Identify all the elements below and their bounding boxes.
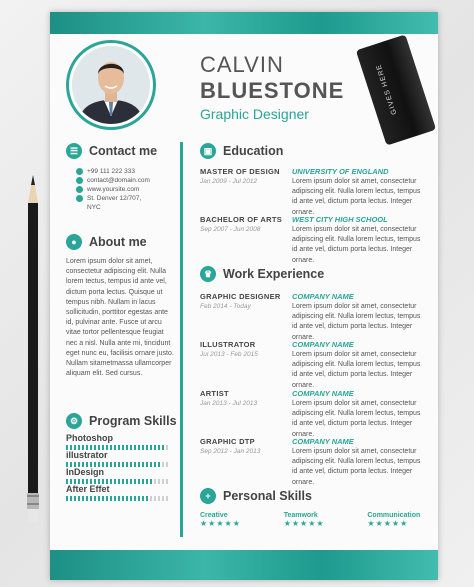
profile-photo <box>66 40 156 130</box>
work-entry-left <box>200 340 290 358</box>
person-icon: ● <box>66 234 82 250</box>
about-title: About me <box>89 235 147 249</box>
education-entry-right <box>292 167 424 218</box>
gears-icon: ⚙ <box>66 413 82 429</box>
personal-skill-name: Creative <box>200 512 228 519</box>
skill-name: After Effet <box>66 484 110 494</box>
person-avatar-icon <box>72 46 150 124</box>
column-divider <box>180 142 183 537</box>
personal-skill-item <box>200 512 254 528</box>
education-entry-left <box>200 215 290 233</box>
personal-skill-item <box>284 512 338 528</box>
globe-icon <box>76 186 83 193</box>
contact-section-header <box>66 143 157 159</box>
contact-list <box>76 167 150 212</box>
last-name: BLUESTONE <box>200 78 345 103</box>
mail-icon <box>76 177 83 184</box>
about-text: Lorem ipsum dolor sit amet, consectetur adipiscing elit. Nulla lorem tectus, tempus id ante vel, dictum porta lectus. Quisque ut tempus nibh. Nullam in lacus sollicitudin, porttitor egestas ante id, pulvinar ante. Fusce ut arcu vitae tortor pellentesque feugiat nec a nisl. Nulla ante mi, tincidunt eget nunc eu, facilisis ornare justo. Nullam sitametmassa ullamcorper aliquam elit. Sed cursus. <box>66 258 174 378</box>
trophy-icon: ♛ <box>200 266 216 282</box>
job-title: ILLUSTRATOR <box>200 340 256 349</box>
work-entry-left <box>200 389 290 407</box>
job-desc: Lorem ipsum dolor sit amet, consectetur adipiscing elit. Nulla lorem lectus, tempus id ante vel, dictum porta lectus. Integer ornare. <box>292 303 421 341</box>
program-skills-list <box>66 433 174 501</box>
plus-icon: + <box>200 488 216 504</box>
company-name: COMPANY NAME <box>292 292 354 301</box>
personal-skills-list <box>200 512 430 528</box>
star-rating-icon: ★★★★★ <box>367 519 409 528</box>
degree-date: Jan 2009 - Jul 2012 <box>200 178 258 185</box>
contact-address: St. Denver 12/707, <box>76 194 150 203</box>
company-name: COMPANY NAME <box>292 437 354 446</box>
work-entry-right <box>292 389 424 440</box>
work-entry-right <box>292 340 424 391</box>
skill-name: illustrator <box>66 450 108 460</box>
contact-city: NYC <box>87 204 101 211</box>
pencil-image <box>27 175 39 525</box>
job-title: GRAPHIC DESIGNER <box>200 292 281 301</box>
work-entry-right <box>292 292 424 343</box>
work-entry-left <box>200 292 290 310</box>
star-rating-icon: ★★★★★ <box>283 519 325 528</box>
work-entry-left <box>200 437 290 455</box>
personal-skills-header <box>200 488 312 504</box>
bottom-accent-band <box>50 550 438 580</box>
skill-name: Photoshop <box>66 433 113 443</box>
education-section-header <box>200 143 283 159</box>
personal-skills-title: Personal Skills <box>223 489 312 503</box>
work-section-header <box>200 266 324 282</box>
education-desc: Lorem ipsum dolor sit amet, consectetur adipiscing elit. Nulla lorem lectus, tempus id ante vel, dictum porta lectus. Integer ornare. <box>292 226 421 264</box>
program-skills-header <box>66 413 177 429</box>
school-name: WEST CITY HIGH SCHOOL <box>292 215 388 224</box>
job-date: Feb 2014 - Today <box>200 303 251 310</box>
job-desc: Lorem ipsum dolor sit amet, consectetur adipiscing elit. Nulla lorem lectus, tempus id ante vel, dictum porta lectus. Integer ornare. <box>292 400 421 438</box>
briefcase-icon: ▣ <box>200 143 216 159</box>
school-name: UNIVERSITY OF ENGLAND <box>292 167 389 176</box>
star-rating-icon: ★★★★★ <box>200 519 241 528</box>
contact-email: contact@domain.com <box>76 176 150 185</box>
degree-title: MASTER OF DESIGN <box>200 167 280 176</box>
job-title: GRAPHIC DTP <box>200 437 255 446</box>
location-icon <box>76 195 83 202</box>
skill-bar-fill <box>66 496 149 501</box>
education-entry-right <box>292 215 424 266</box>
personal-skill-item <box>367 512 430 528</box>
contact-phone: +99 111 222 333 <box>76 167 150 176</box>
company-name: COMPANY NAME <box>292 340 354 349</box>
degree-date: Sep 2007 - Jun 2008 <box>200 226 261 233</box>
job-date: Sep 2012 - Jan 2013 <box>200 448 261 455</box>
work-title: Work Experience <box>223 267 325 281</box>
top-accent-band <box>50 12 438 34</box>
contact-title: Contact me <box>89 144 158 158</box>
personal-skill-name: Communication <box>367 512 421 519</box>
education-title: Education <box>223 144 284 158</box>
job-date: Jan 2013 - Jul 2013 <box>200 400 258 407</box>
job-title: ARTIST <box>200 389 229 398</box>
first-name: CALVIN <box>200 52 284 77</box>
contact-website: www.yoursite.com <box>76 185 150 194</box>
skill-name: InDesign <box>66 467 105 477</box>
job-role: Graphic Designer <box>200 106 309 122</box>
degree-title: BACHELOR OF ARTS <box>200 215 283 224</box>
company-name: COMPANY NAME <box>292 389 354 398</box>
job-date: Jul 2013 - Feb 2015 <box>200 351 258 358</box>
personal-skill-name: Teamwork <box>283 512 318 519</box>
job-desc: Lorem ipsum dolor sit amet, consectetur adipiscing elit. Nulla lorem lectus, tempus id ante vel, dictum porta lectus. Integer ornare. <box>292 448 421 486</box>
eraser-label: GIVES HERE <box>375 63 399 116</box>
about-section-header <box>66 234 147 250</box>
education-desc: Lorem ipsum dolor sit amet, consectetur adipiscing elit. Nulla lorem lectus, tempus id ante vel, dictum porta lectus. Integer ornare. <box>292 178 421 216</box>
list-icon: ☰ <box>66 143 82 159</box>
program-skills-title: Program Skills <box>89 414 177 428</box>
job-desc: Lorem ipsum dolor sit amet, consectetur adipiscing elit. Nulla lorem lectus, tempus id ante vel, dictum porta lectus. Integer ornare. <box>292 351 421 389</box>
work-entry-right <box>292 437 424 488</box>
skill-bar-track <box>66 496 170 501</box>
phone-icon <box>76 168 83 175</box>
education-entry-left <box>200 167 290 185</box>
